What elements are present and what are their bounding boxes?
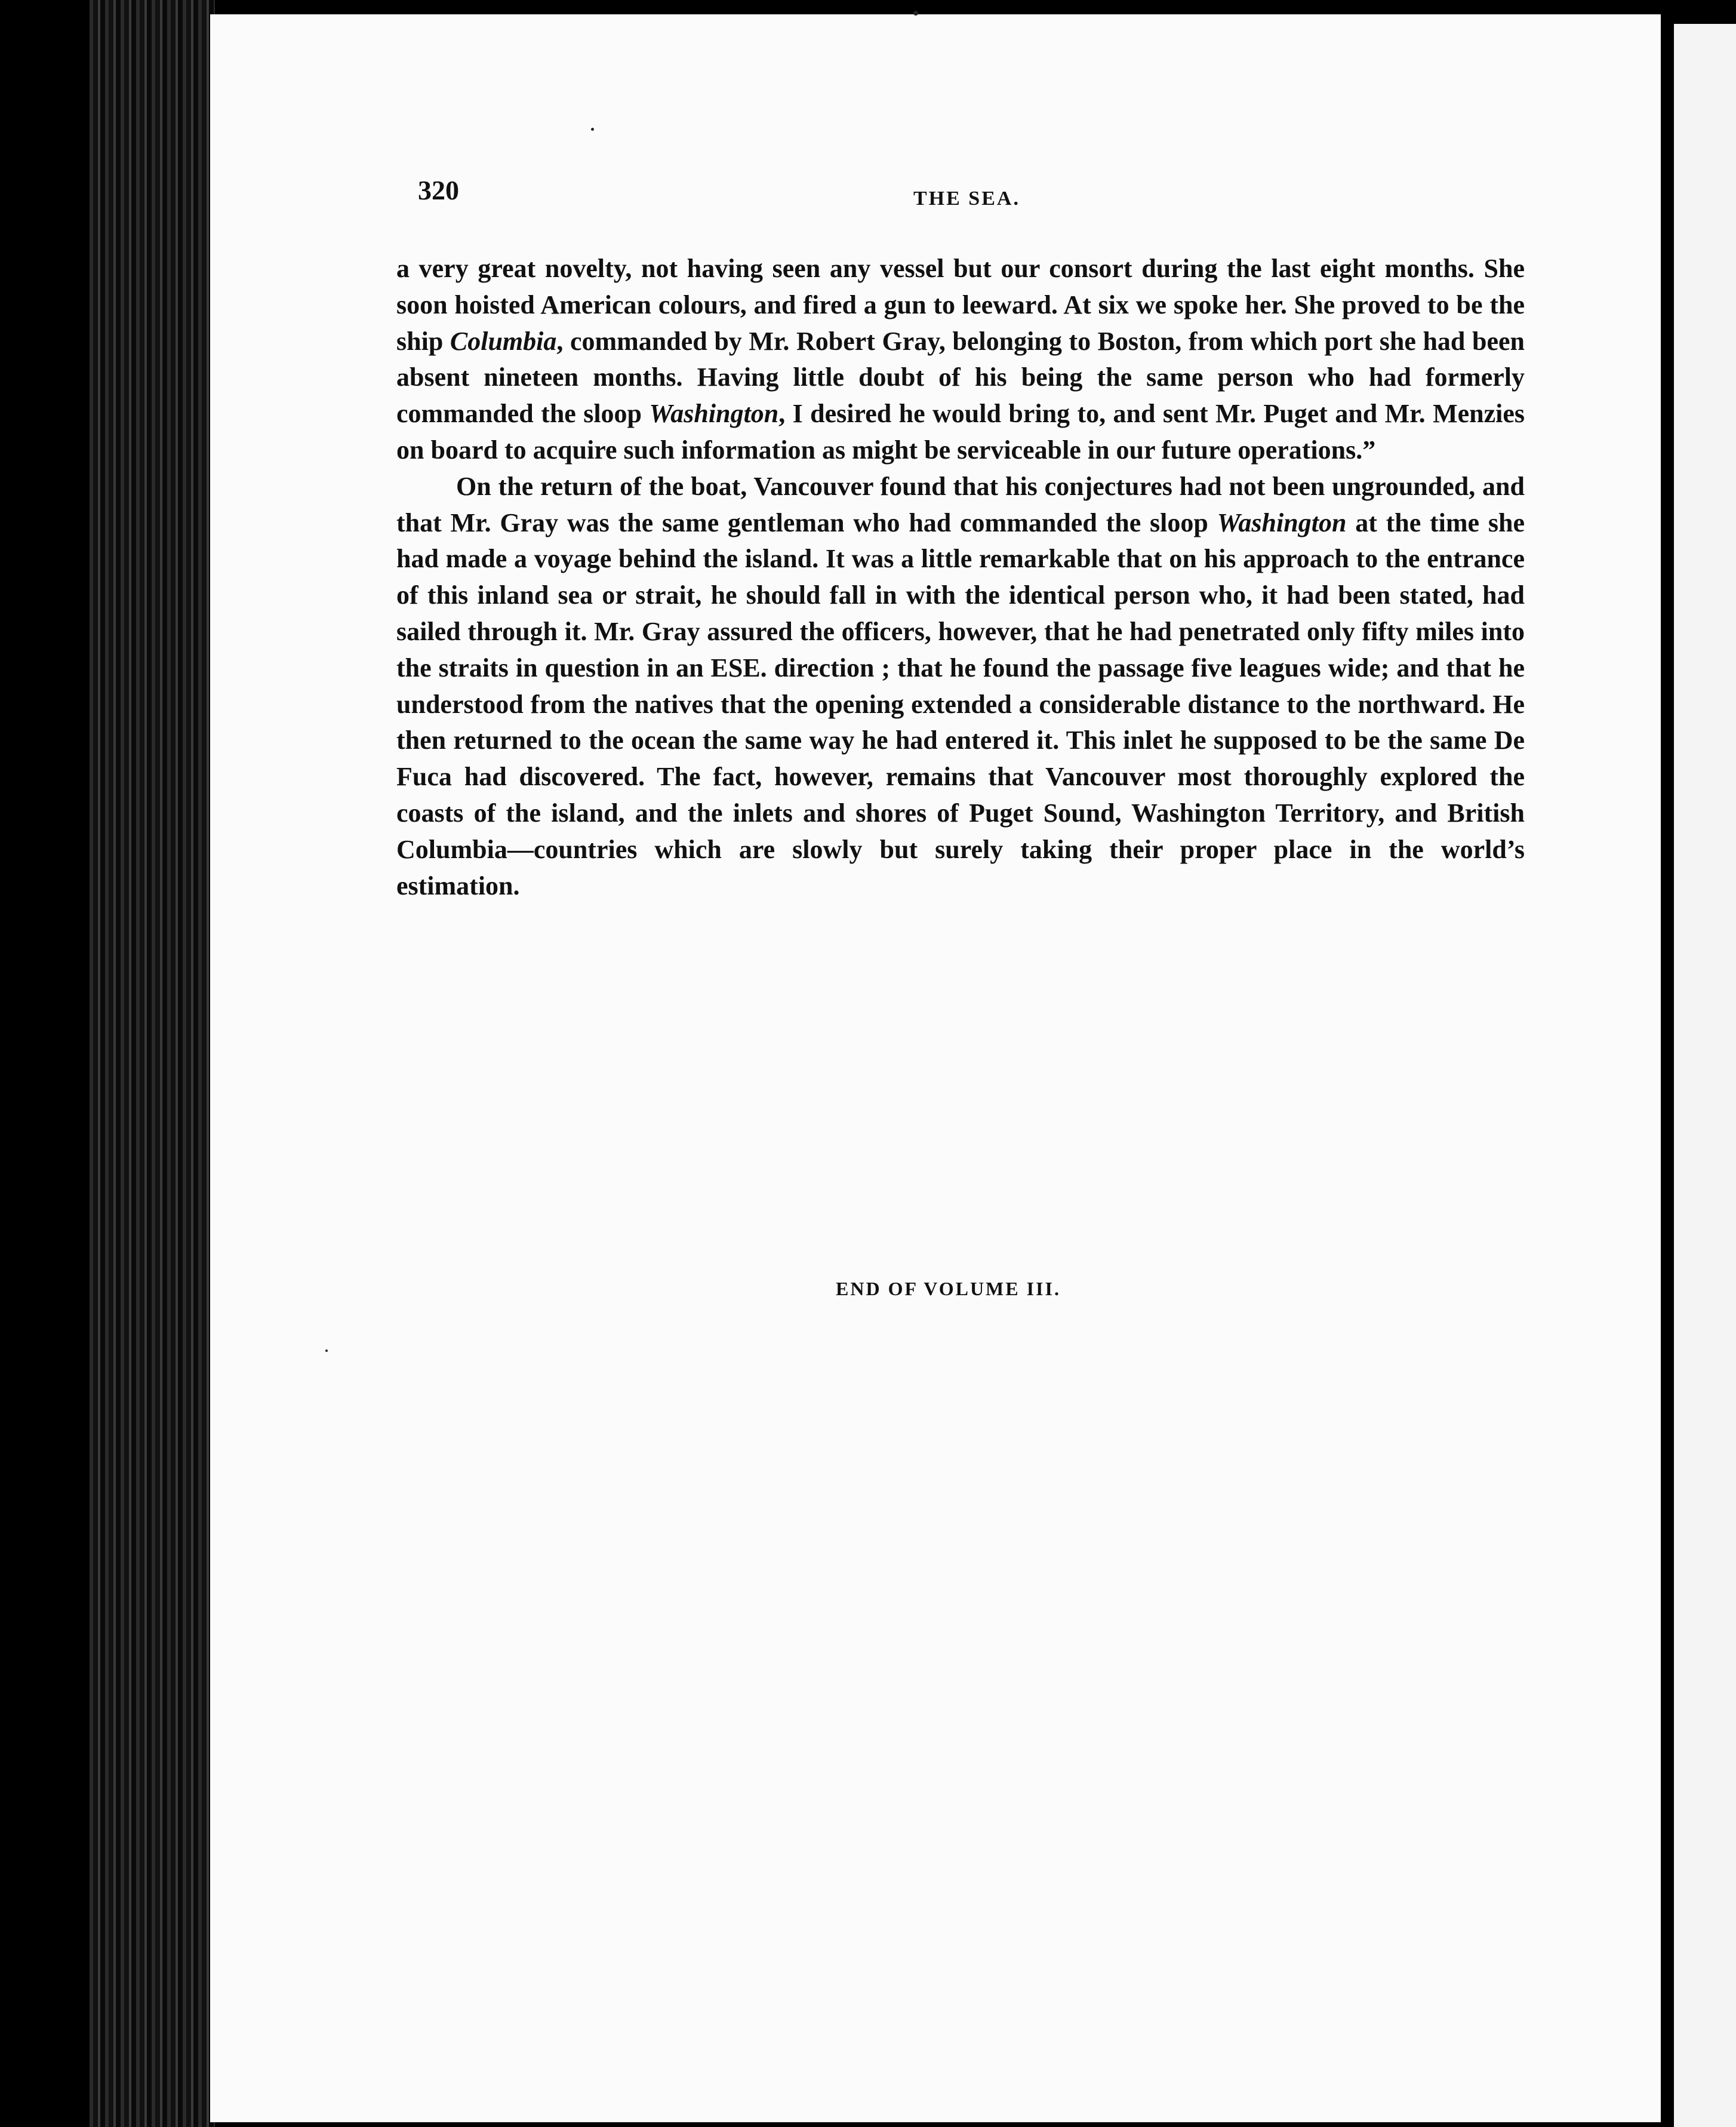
ship-name-washington: Washington <box>649 399 779 429</box>
paragraph-1-part-c: , I desired he would bring to, and sent Mr. Puget and Mr. Menzies on board to acquire such information as might be serviceable in our future operations.” <box>396 399 1525 465</box>
body-text <box>396 251 1525 904</box>
facing-page-edge <box>1674 24 1736 2127</box>
ship-name-columbia: Columbia <box>450 326 557 356</box>
paragraph-1 <box>396 251 1525 469</box>
paragraph-1-part-a: a very great novelty, not having seen any vessel but our consort during the last eight months. She soon hoisted American colours, and fired a gun to leeward. At six we spoke her. She proved to be the ship <box>396 254 1525 356</box>
scan-speck <box>325 1350 328 1352</box>
page-number: 320 <box>418 175 459 205</box>
gutter-shadow <box>1661 0 1674 2127</box>
ship-name-washington-2: Washington <box>1217 508 1347 537</box>
end-of-volume-note: END OF VOLUME III. <box>836 1278 1061 1299</box>
paragraph-2 <box>396 469 1525 905</box>
running-head <box>418 174 1540 222</box>
scan-speck <box>591 128 594 131</box>
paragraph-1-part-b: , commanded by Mr. Robert Gray, belonging to Boston, from which port she had been absent nineteen months. Having little doubt of his being the same person who had formerly commanded the sloop <box>396 326 1525 429</box>
book-page-edges <box>90 0 215 2127</box>
paragraph-2-part-b: at the time she had made a voyage behind the island. It was a little remarkable that on his approach to the entrance of this inland sea or strait, he should fall in with the identical person who, it had been stated, had sailed through it. Mr. Gray assured the officers, however, that he had penetrated only fifty miles into the straits in question in an ESE. direction ; that he found the passage five leagues wide; and that he understood from the natives that the opening extended a considerable distance to the northward. He then returned to the ocean the same way he had entered it. This inlet he supposed to be the same De Fuca had discovered. The fact, however, remains that Vancouver most thoroughly explored the coasts of the island, and the inlets and shores of Puget Sound, Washington Territory, and British Columbia—countries which are slowly but surely taking their proper place in the world’s estimation. <box>396 508 1525 900</box>
scan-speck <box>913 11 918 16</box>
paragraph-2-part-a: On the return of the boat, Vancouver found that his conjectures had not been ungrounded, and that Mr. Gray was the same gentleman who had commanded the sloop <box>396 471 1525 537</box>
running-title: THE SEA. <box>913 188 1020 210</box>
